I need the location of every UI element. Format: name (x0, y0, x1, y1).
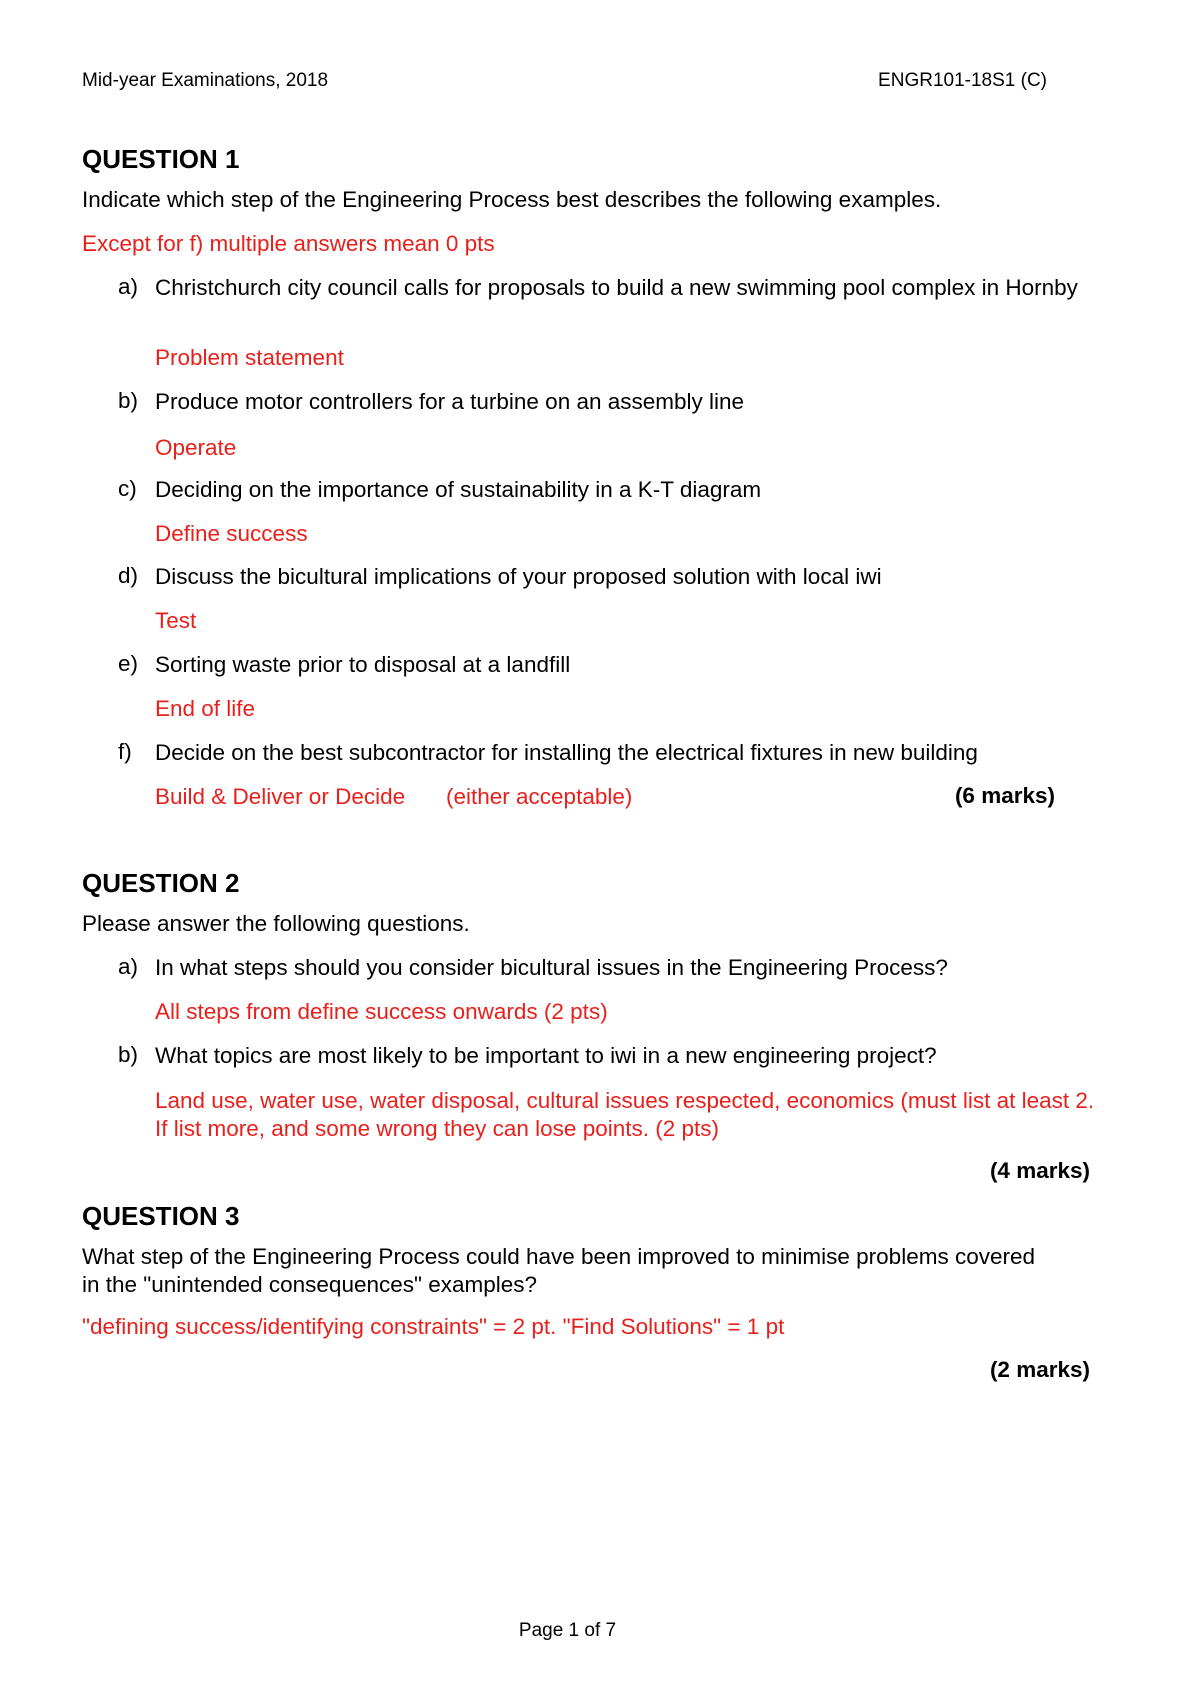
page-number: Page 1 of 7 (518, 1620, 617, 1641)
q1-item-e-text: Sorting waste prior to disposal at a landfill (155, 652, 571, 677)
question-2-prompt: Please answer the following questions. (82, 911, 470, 936)
q2-item-a-answer: All steps from define success onwards (2 pts) (155, 999, 608, 1024)
q1-item-f-answer-note: (either acceptable) (446, 784, 633, 809)
q1-item-f-answer: Build & Deliver or Decide (155, 784, 406, 809)
q1-item-f-label: f) (118, 739, 132, 764)
q1-item-b-answer: Operate (155, 435, 237, 460)
q1-item-c-text: Deciding on the importance of sustainability in a K-T diagram (155, 477, 762, 502)
q1-item-d-text: Discuss the bicultural implications of your proposed solution with local iwi (155, 564, 882, 589)
question-2-title: QUESTION 2 (82, 868, 240, 898)
q2-item-a-label: a) (118, 954, 139, 979)
question-3-title: QUESTION 3 (82, 1201, 240, 1231)
q1-item-f-text: Decide on the best subcontractor for installing the electrical fixtures in new building (155, 740, 978, 765)
q2-item-a-text: In what steps should you consider bicultural issues in the Engineering Process? (155, 955, 948, 980)
question-2-marks: (4 marks) (989, 1158, 1090, 1183)
q1-item-c-label: c) (118, 476, 137, 501)
q1-item-b-label: b) (118, 388, 139, 413)
q1-item-a-text: Christchurch city council calls for proposals to build a new swimming pool complex in Hornby (155, 275, 1078, 300)
question-1-title: QUESTION 1 (82, 144, 240, 174)
question-1-marks: (6 marks) (954, 783, 1055, 808)
question-3-prompt: What step of the Engineering Process could have been improved to minimise problems covered in the "unintended consequences" examples? (82, 1244, 1035, 1297)
header-course-code: ENGR101-18S1 (C) (878, 70, 1047, 91)
q1-item-e-answer: End of life (155, 696, 256, 721)
q1-item-e-label: e) (118, 651, 139, 676)
q2-item-b-answer: Land use, water use, water disposal, cultural issues respected, economics (must list at least 2. If list more, and some wrong they can lose points. (2 pts) (155, 1088, 1095, 1141)
q1-item-d-answer: Test (155, 608, 197, 633)
question-1-note: Except for f) multiple answers mean 0 pts (82, 231, 495, 256)
q2-item-b-label: b) (118, 1042, 139, 1067)
q1-item-b-text: Produce motor controllers for a turbine on an assembly line (155, 389, 745, 414)
q1-item-c-answer: Define success (155, 521, 308, 546)
question-1-prompt: Indicate which step of the Engineering Process best describes the following examples. (82, 187, 942, 212)
q1-item-a-label: a) (118, 274, 139, 299)
question-3-marks: (2 marks) (989, 1357, 1090, 1382)
q1-item-a-answer: Problem statement (155, 345, 344, 370)
q1-item-d-label: d) (118, 563, 139, 588)
q2-item-b-text: What topics are most likely to be important to iwi in a new engineering project? (155, 1043, 937, 1068)
header-exam-title: Mid-year Examinations, 2018 (82, 70, 329, 91)
question-3-answer: "defining success/identifying constraints" = 2 pt. "Find Solutions" = 1 pt (82, 1314, 785, 1339)
